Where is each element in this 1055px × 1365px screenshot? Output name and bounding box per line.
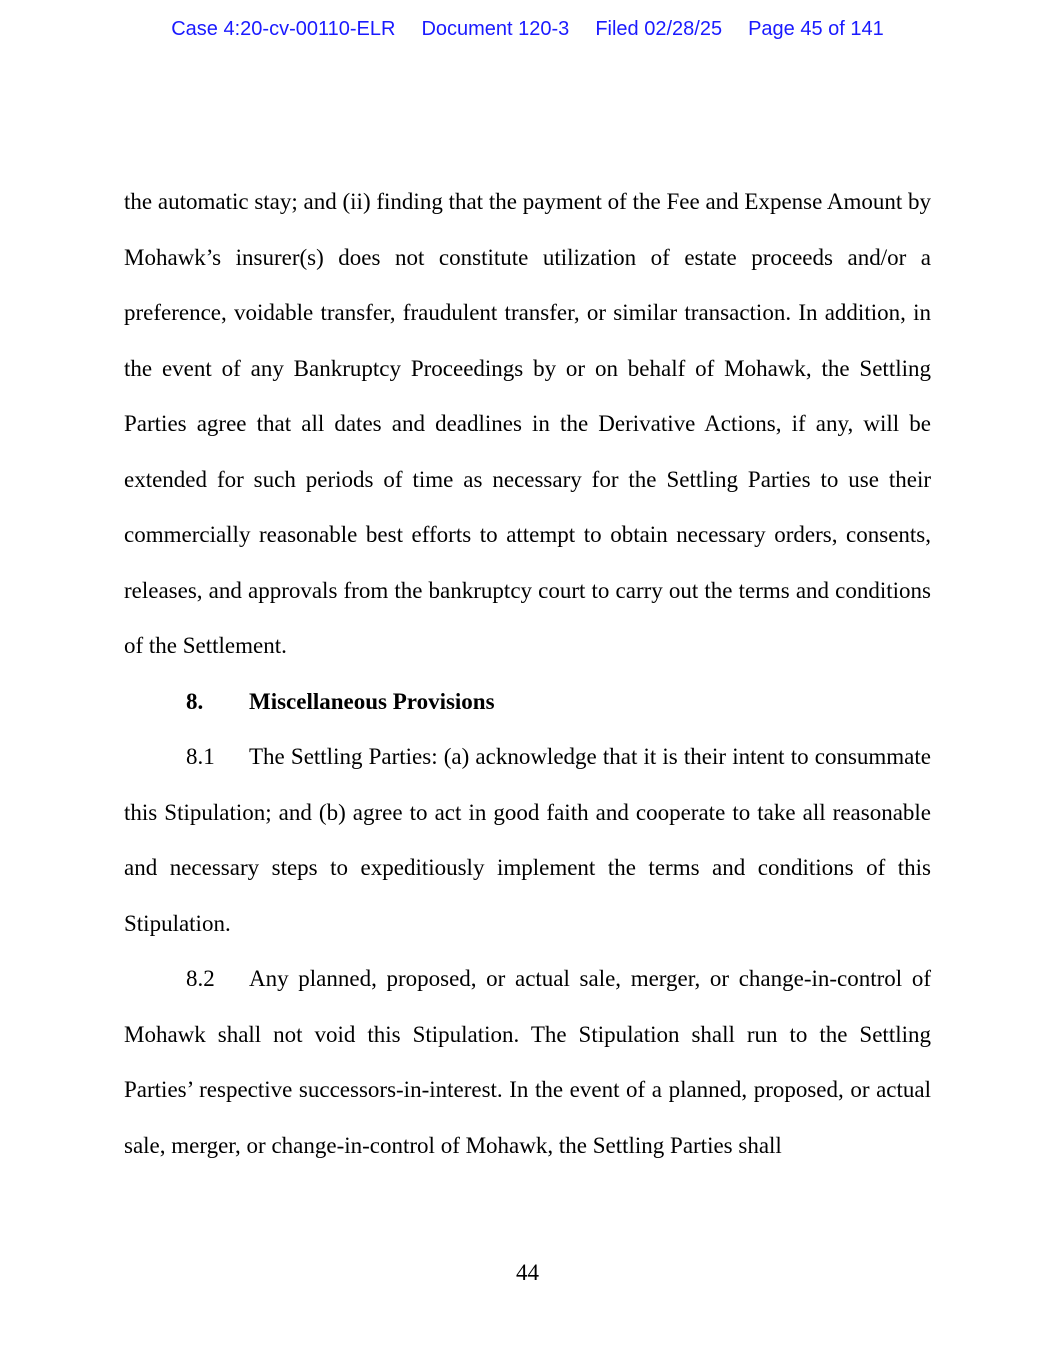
section-heading <box>124 674 931 730</box>
section-title: Miscellaneous Provisions <box>249 688 495 714</box>
document-body <box>124 174 931 1173</box>
paragraph-8-2-text: Any planned, proposed, or actual sale, merger, or change-in-control of Mohawk shall not void this Stipulation. The Stipulation shall run to the Settling Parties’ respective successors-in-interest. In the event of a planned, proposed, or actual sale, merger, or change-in-control of Mohawk, the Settling Parties shall <box>124 966 931 1158</box>
page-number: 44 <box>516 1260 539 1285</box>
continuation-paragraph: the automatic stay; and (ii) finding that the payment of the Fee and Expense Amount by Mohawk’s insurer(s) does not constitute utilization of estate proceeds and/or a preference, voidable transfer, fraudulent transfer, or similar transaction. In addition, in the event of any Bankruptcy Proceedings by or on behalf of Mohawk, the Settling Parties agree that all dates and deadlines in the Derivative Actions, if any, will be extended for such periods of time as necessary for the Settling Parties to use their commercially reasonable best efforts to attempt to obtain necessary orders, consents, releases, and approvals from the bankruptcy court to carry out the terms and conditions of the Settlement. <box>124 189 931 658</box>
filed-date: Filed 02/28/25 <box>595 18 723 40</box>
paragraph-8-2 <box>124 951 931 1173</box>
section-number: 8. <box>186 688 204 714</box>
filing-header <box>0 18 1055 41</box>
paragraph-8-1-number: 8.1 <box>186 744 215 769</box>
case-number: Case 4:20-cv-00110-ELR <box>171 18 396 40</box>
page-count: Page 45 of 141 <box>748 18 884 40</box>
paragraph-8-2-number: 8.2 <box>186 966 215 991</box>
document-number: Document 120-3 <box>421 18 570 40</box>
paragraph-8-1 <box>124 729 931 951</box>
paragraph-8-1-text: The Settling Parties: (a) acknowledge that it is their intent to consummate this Stipulation; and (b) agree to act in good faith and cooperate to take all reasonable and necessary steps to expeditiously implement the terms and conditions of this Stipulation. <box>124 744 931 936</box>
